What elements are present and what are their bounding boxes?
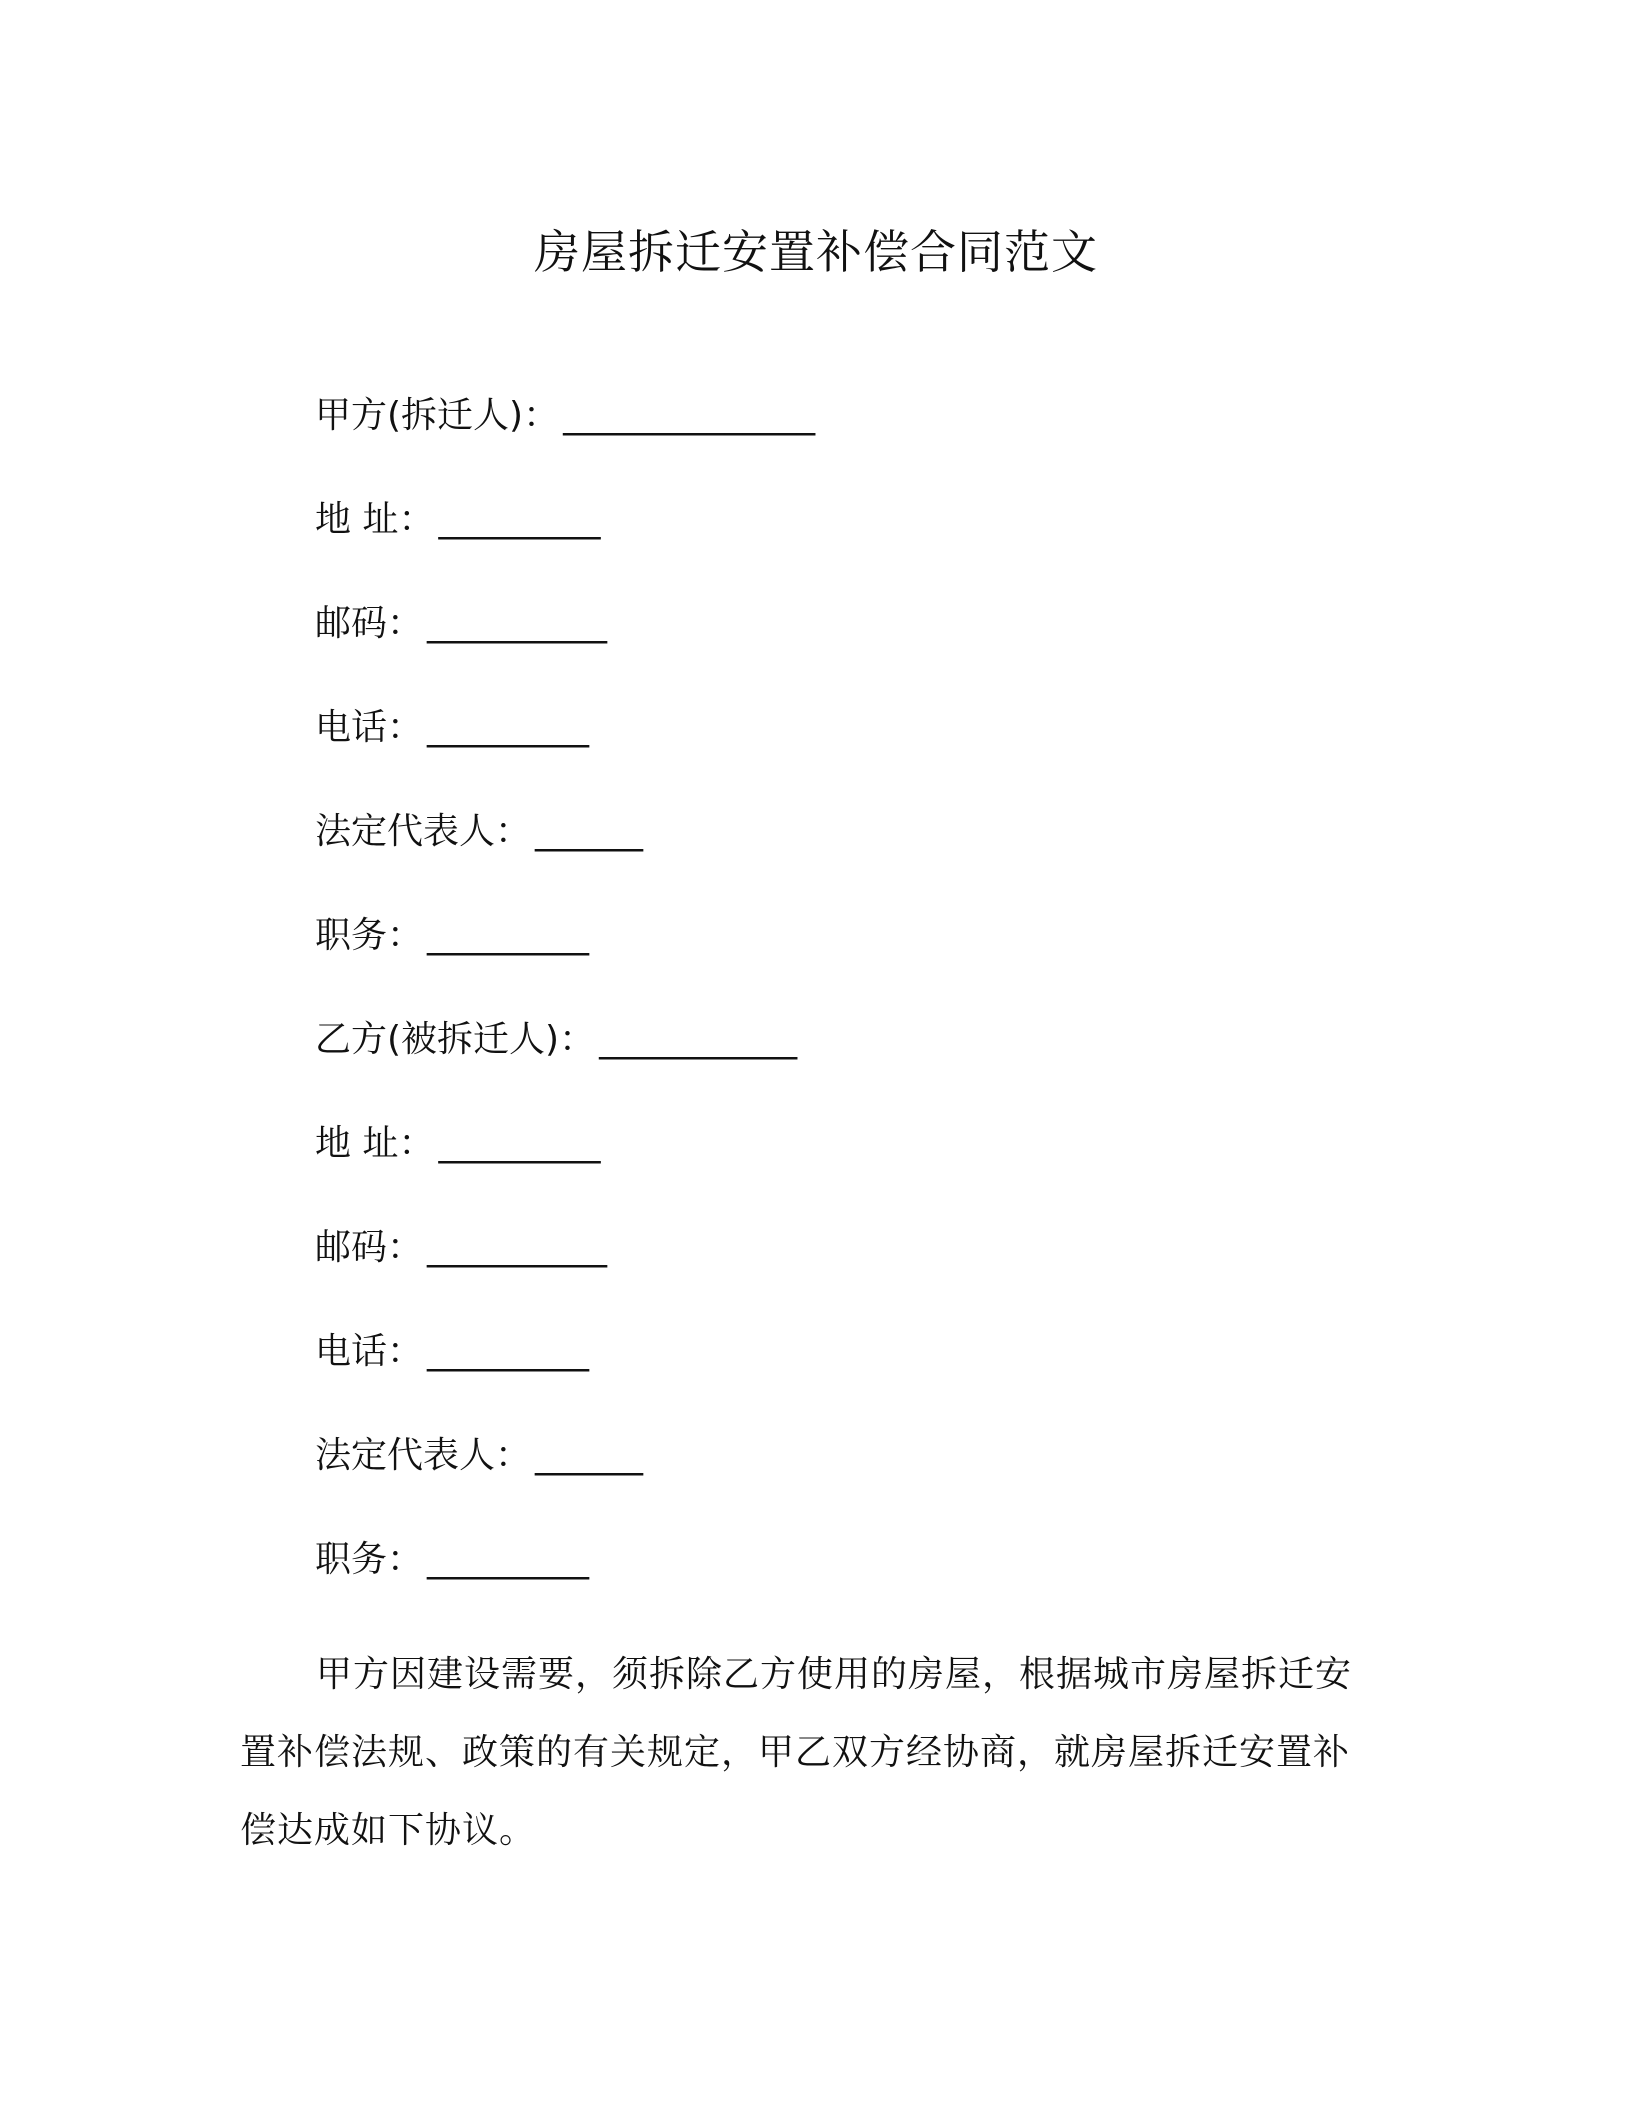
field-label: 电话：	[315, 707, 424, 748]
field-party-a-phone	[315, 702, 1415, 806]
field-party-a-position	[315, 910, 1415, 1014]
field-label: 职务：	[315, 1539, 424, 1580]
field-blank: _________	[438, 499, 601, 540]
field-blank: _________	[427, 915, 590, 956]
field-label: 乙方(被拆迁人)：	[315, 1019, 596, 1060]
party-fields	[315, 390, 1415, 1638]
field-party-b-address	[315, 1118, 1415, 1222]
field-blank: ______________	[563, 395, 816, 436]
field-label: 邮码：	[315, 1227, 424, 1268]
field-label: 职务：	[315, 915, 424, 956]
field-blank: ______	[535, 1435, 644, 1476]
field-party-a	[315, 390, 1415, 494]
field-blank: ______	[535, 811, 644, 852]
field-label: 邮码：	[315, 603, 424, 644]
field-label: 甲方(拆迁人)：	[315, 395, 560, 436]
document-title: 房屋拆迁安置补偿合同范文	[534, 225, 1098, 279]
intro-paragraph: 甲方因建设需要，须拆除乙方使用的房屋，根据城市房屋拆迁安置补偿法规、政策的有关规定，甲乙双方经协商，就房屋拆迁安置补偿达成如下协议。	[240, 1654, 1353, 1851]
field-party-a-postcode	[315, 598, 1415, 702]
field-blank: ___________	[599, 1019, 798, 1060]
field-blank: __________	[427, 1227, 608, 1268]
field-party-b-position	[315, 1534, 1415, 1638]
field-party-b-representative	[315, 1430, 1415, 1534]
field-blank: _________	[427, 707, 590, 748]
field-blank: __________	[427, 603, 608, 644]
field-label: 电话：	[315, 1331, 424, 1372]
field-blank: _________	[438, 1123, 601, 1164]
field-label: 地 址：	[315, 1123, 435, 1164]
field-party-b	[315, 1014, 1415, 1118]
field-label: 法定代表人：	[315, 1435, 532, 1476]
field-label: 法定代表人：	[315, 811, 532, 852]
field-party-b-phone	[315, 1326, 1415, 1430]
field-party-a-address	[315, 494, 1415, 598]
field-blank: _________	[427, 1539, 590, 1580]
field-party-b-postcode	[315, 1222, 1415, 1326]
field-blank: _________	[427, 1331, 590, 1372]
field-label: 地 址：	[315, 499, 435, 540]
field-party-a-representative	[315, 806, 1415, 910]
